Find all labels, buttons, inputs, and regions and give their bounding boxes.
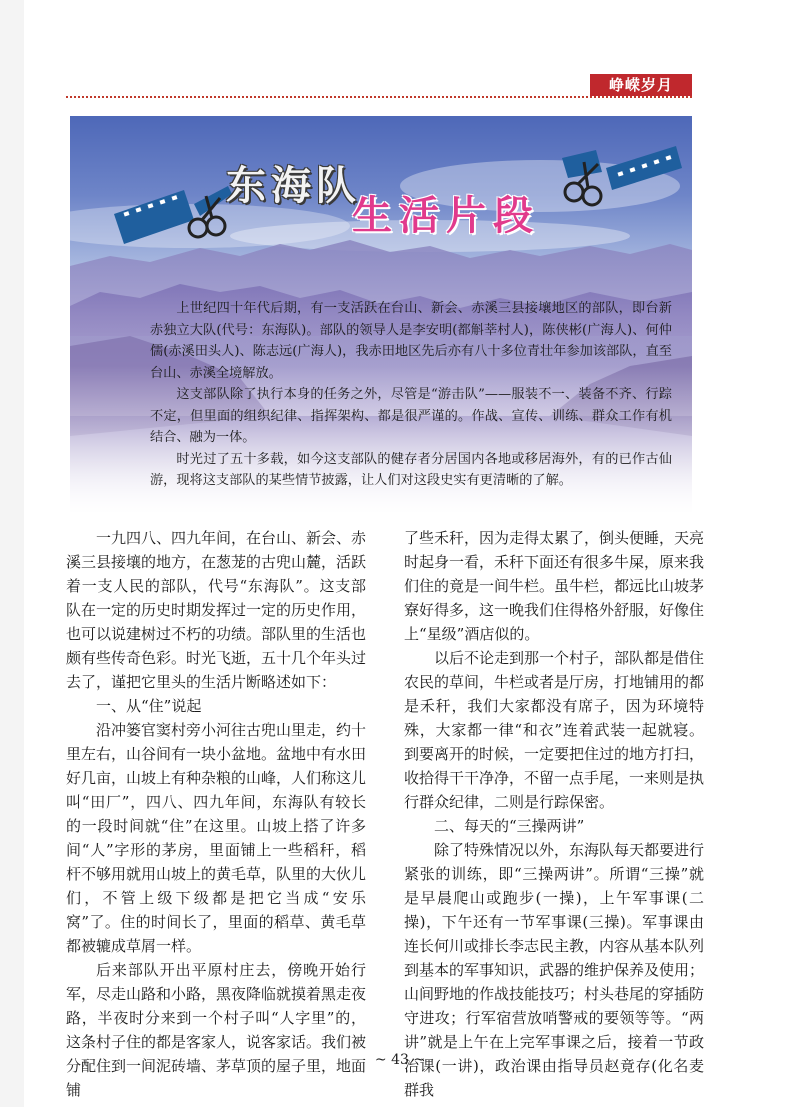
intro-paragraph: 时光过了五十多载，如今这支部队的健存者分居国内各地或移居海外，有的已作古仙游，现将这支部队的某些情节披露，让人们对这段史实有更清晰的了解。 xyxy=(150,451,672,488)
body-paragraph: 了些禾秆，因为走得太累了，倒头便睡，天亮时起身一看，禾秆下面还有很多牛屎，原来我们住的竟是一间牛栏。虽牛栏，都远比山坡茅寮好得多，这一晚我们住得格外舒服，好像住上“星级”酒店似的。 xyxy=(404,529,705,643)
body-paragraph: 以后不论走到那一个村子，部队都是借住农民的草间，牛栏或者是厅房，打地铺用的都是禾秆，我们大家都没有席子，因为环境特殊，大家都一律“和衣”连着武装一起就寝。到要离开的时候，一定要把住过的地方打扫，收拾得干干净净，不留一点手尾，一来则是执行群众纪律，二则是行踪保密。 xyxy=(404,649,705,811)
body-paragraph: 后来部队开出平原村庄去，傍晚开始行军，尽走山路和小路，黑夜降临就摸着黑走夜路，半夜时分来到一个村子叫“人字里”的，这条村子住的都是客家人，说客家话。我们被分配住到一间泥砖墙、茅草顶的屋子里，地面铺 xyxy=(66,961,367,1099)
page-gutter xyxy=(0,0,24,1107)
article-title: 东海队 xyxy=(226,163,361,209)
body-paragraph: 除了特殊情况以外，东海队每天都要进行紧张的训练，即“三操两讲”。所谓“三操”就是早晨爬山或跑步(一操)，上午军事课(二操)，下午还有一节军事课(三操)。军事课由连长何川或排长李志民主教，内容从基本队列到基本的军事知识，武器的维护保养及使用；山间野地的作战技能技巧；村头巷尾的穿插防守进攻；行军宿营放哨警戒的要领等等。“两讲”就是上午在上完军事课之后，接着一节政治课(一讲)，政治课由指导员赵竟存(化名麦群我 xyxy=(404,841,705,1099)
section-heading: 一、从“住”说起 xyxy=(96,697,202,715)
header-rule xyxy=(66,96,692,98)
page-number: ~ 43 ~ xyxy=(374,1052,426,1068)
body-column-left xyxy=(66,526,366,1102)
intro-box xyxy=(150,298,672,492)
section-tag: 峥嵘岁月 xyxy=(590,74,692,96)
intro-paragraph: 这支部队除了执行本身的任务之外，尽管是“游击队”——服装不一、装备不齐、行踪不定，但里面的组织纪律、指挥架构、都是很严谨的。作战、宣传、训练、群众工作有机结合、融为一体。 xyxy=(150,387,672,445)
body-paragraph: 一九四八、四九年间，在台山、新会、赤溪三县接壤的地方，在葱茏的古兜山麓，活跃着一支人民的部队，代号“东海队”。这支部队在一定的历史时期发挥过一定的历史作用，也可以说建树过不朽的功绩。部队里的生活也颇有些传奇色彩。时光飞逝，五十几个年头过去了，谨把它里头的生活片断略述如下： xyxy=(66,529,367,691)
intro-paragraph: 上世纪四十年代后期，有一支活跃在台山、新会、赤溪三县接壤地区的部队，即台新赤独立大队(代号：东海队)。部队的领导人是李安明(都斛莘村人)，陈侠彬(广海人)、何仲儒(赤溪田头人)、陈志远(广海人)，我赤田地区先后亦有八十多位青壮年参加该部队，直至台山、赤溪全境解放。 xyxy=(150,301,672,381)
article-subtitle: 生活片段 xyxy=(352,193,540,239)
body-column-right xyxy=(404,526,704,1102)
film-strip-scissors-icon xyxy=(556,138,686,218)
film-strip-scissors-icon xyxy=(110,176,240,256)
body-paragraph: 沿冲篓官窦村旁小河往古兜山里走，约十里左右，山谷间有一块小盆地。盆地中有水田好几亩，山坡上有种杂粮的山峰，人们称这儿叫“田厂”，四八、四九年间，东海队有较长的一段时间就“住”在这里。山坡上搭了许多间“人”字形的茅房，里面铺上一些稻秆，稻杆不够用就用山坡上的黄毛草，队里的大伙儿们，不管上级下级都是把它当成“安乐窝”了。住的时间长了，里面的稻草、黄毛草都被辘成草屑一样。 xyxy=(66,721,367,955)
section-heading: 二、每天的“三操两讲” xyxy=(434,817,585,835)
title-banner xyxy=(70,116,692,512)
